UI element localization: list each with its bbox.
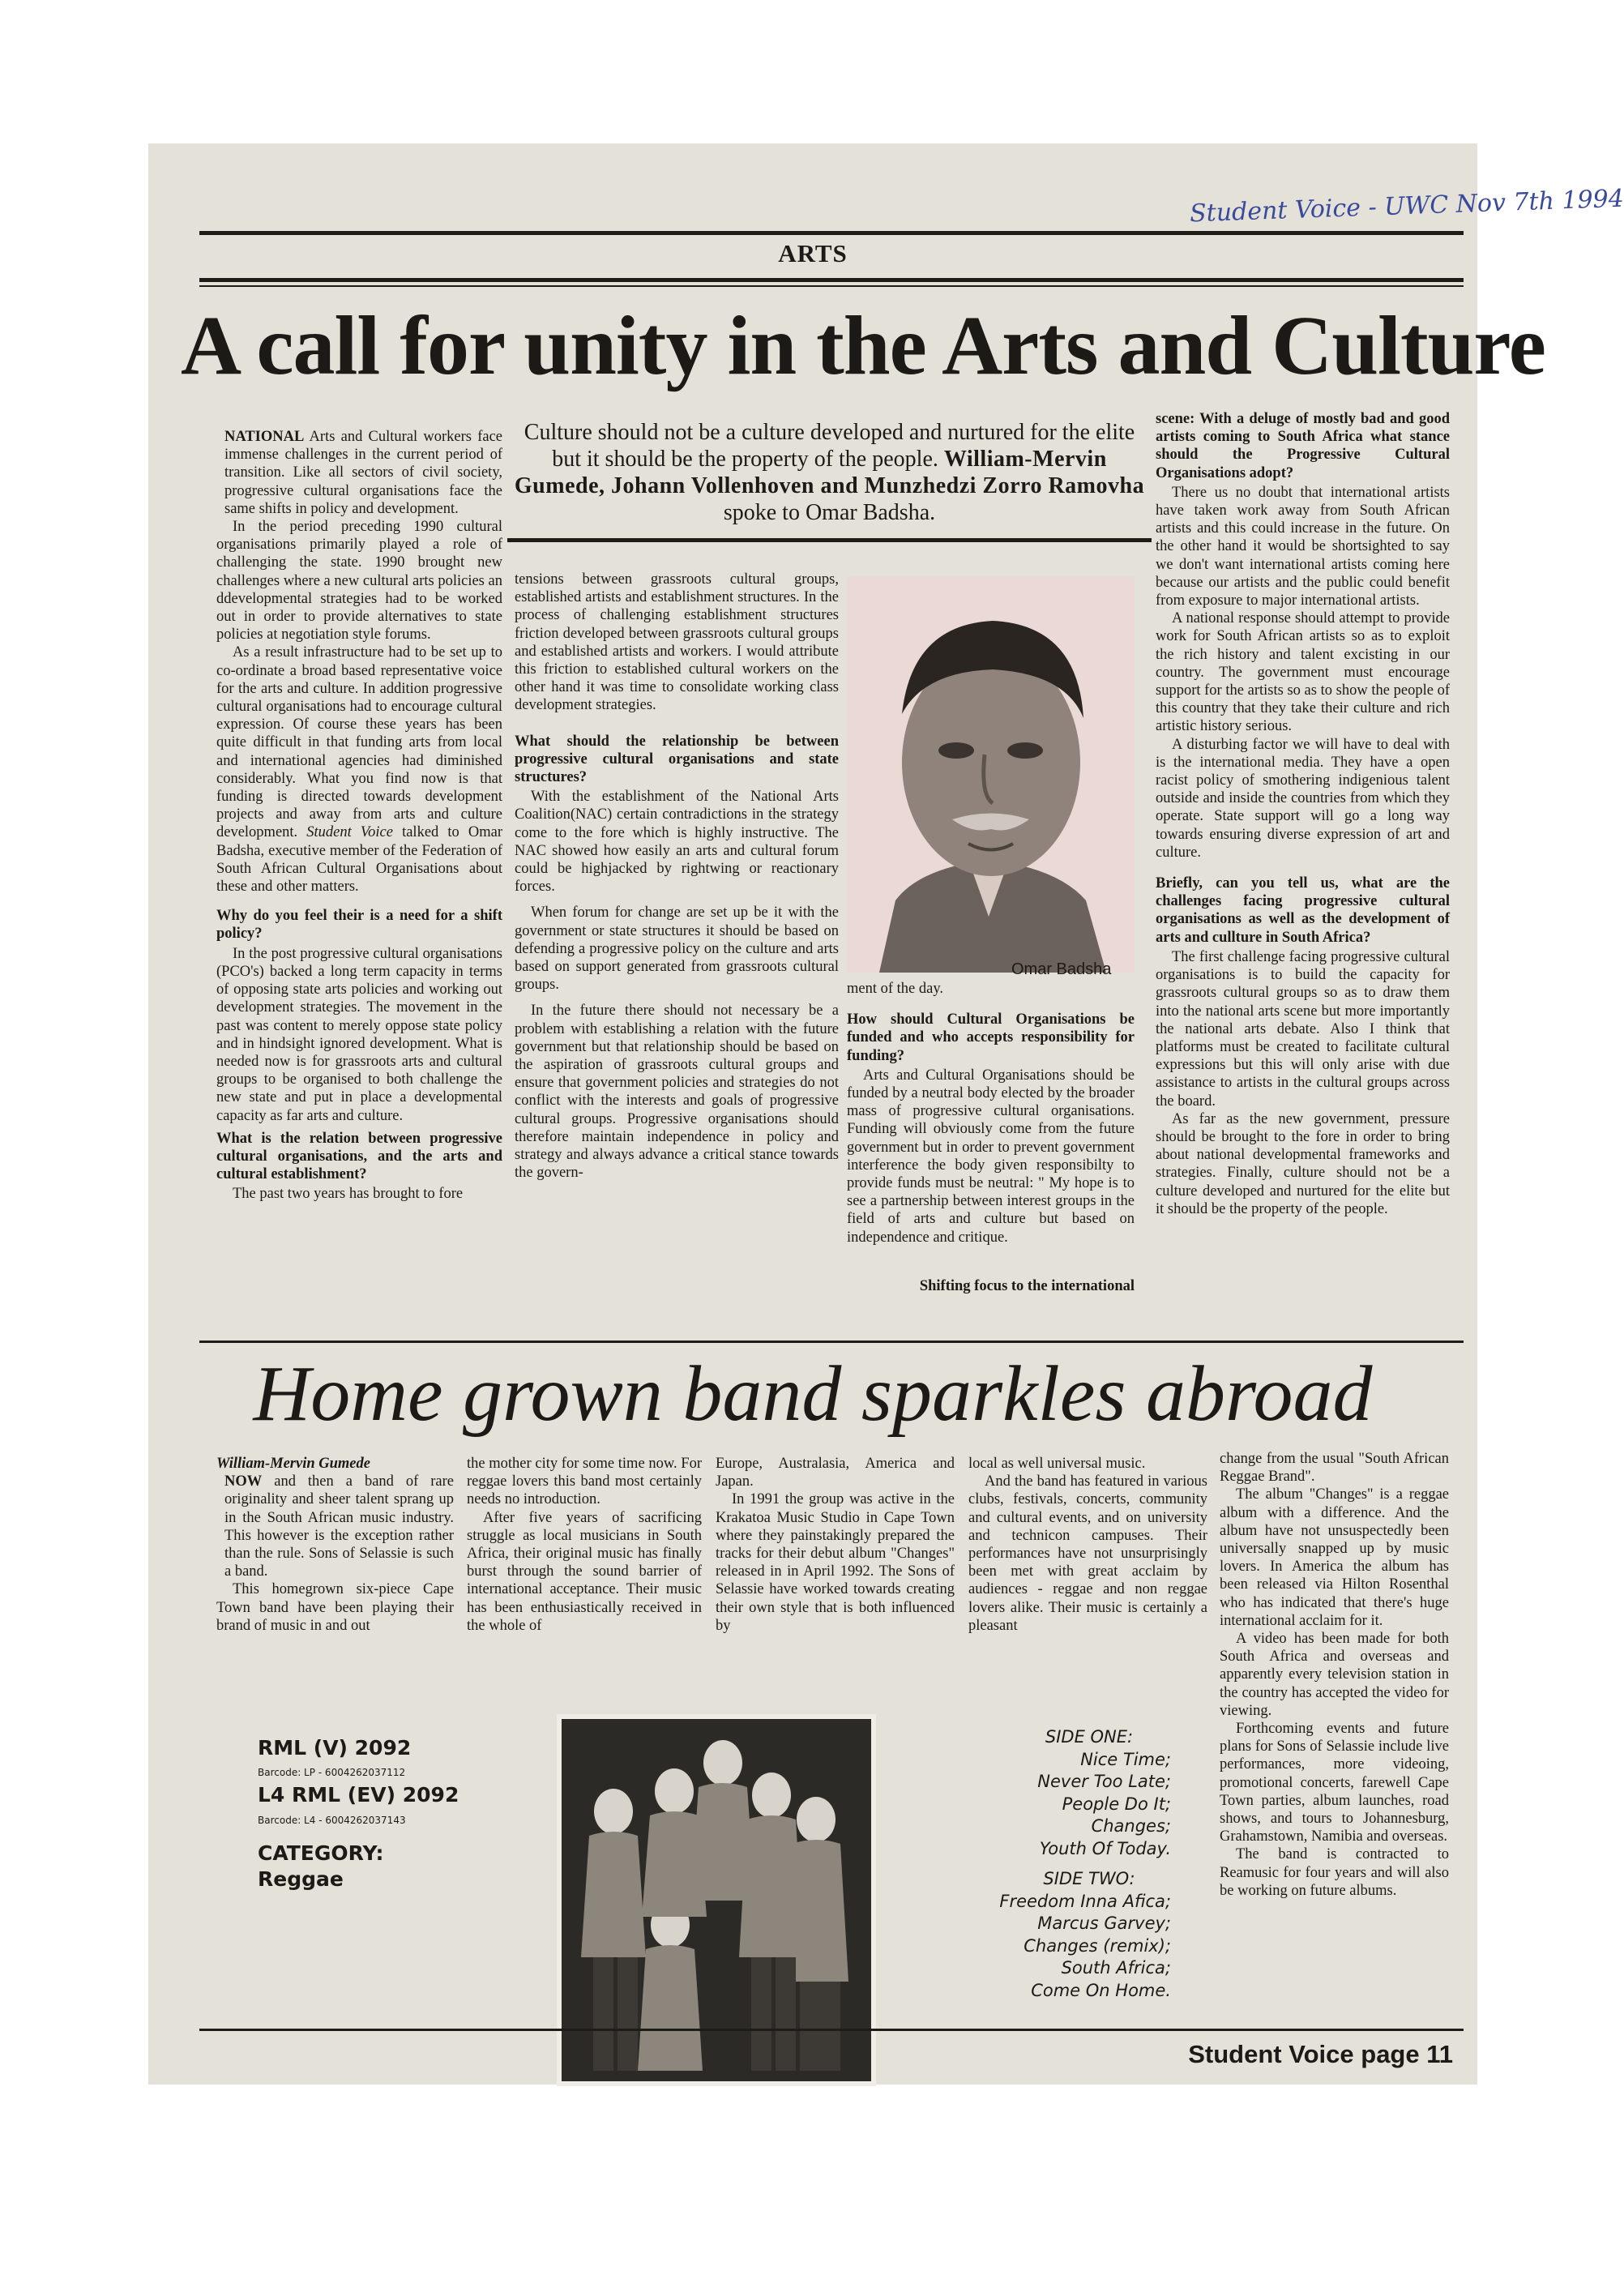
paragraph: And the band has featured in various clubs, festivals, concerts, community and cultural events, and on university and technicon campuses. Their performances have not unsurprisingly been met with great acclaim by audiences - reggae and non reggae lovers alike. Their music is certainly a pleasant [968, 1473, 1207, 1634]
paragraph: The band is contracted to Reamusic for four years and will also be working on future albums. [1220, 1846, 1449, 1899]
track-item: People Do It; [1062, 1794, 1171, 1814]
section-label: ARTS [778, 239, 848, 267]
footer-rule [199, 2029, 1464, 2031]
paragraph: Forthcoming events and future plans for Sons of Selassie include live performances, more videoing, promotional concerts, farewell Cape Town parties, album launches, road shows, and tours to Johannesburg, Grahamstown, Namibia and overseas. [1220, 1721, 1449, 1845]
publication-name: Student Voice [306, 824, 393, 841]
interview-question: What should the relationship be between progressive cultural organisations and state structures? [515, 733, 839, 786]
paragraph: The first challenge facing progressive cultural organisations is to build the capacity for grassroots cultural groups so as to draw them into the national arts scene but more importantly the national arts debate. Also I think that platforms must be created to facilitate cultural expressions but this will only arise with due assistance to artists in the cultural groups across the board. [1156, 948, 1450, 1110]
paragraph: ment of the day. [847, 981, 944, 997]
paragraph: tensions between grassroots cultural groups, established artists and establishment structures. In the process of challenging establishment structures friction developed between grassroots cultural groups and established artists and workers. I would attribute this friction to established cultural workers on the other hand it was time to consolidate working class development strategies. [515, 571, 839, 714]
paragraph: As a result infrastructure had to be set up to co-ordinate a broad based representative voice for the arts and culture. In addition progressive cultural organisations had to encourage cultural expression. Of course these years has been quite difficult in that funding arts from local and international agencies had diminished considerably. What you find now is that funding is directed towards development projects and away from arts and culture development. Student Voice talked to Omar Badsha, executive member of the Federation of South African Cultural Organisations about these and other matters. [216, 644, 503, 896]
top-rule [199, 231, 1464, 235]
track-item: Marcus Garvey; [1037, 1914, 1171, 1933]
paragraph: When forum for change are set up be it with the government or state structures it should be based on defending a progressive policy on the culture and arts based on support generated from grassroots cultural groups. [515, 904, 839, 994]
interview-question: scene: With a deluge of mostly bad and good artists coming to South Africa what stance should the Progressive Cultural Organisations adopt? [1156, 411, 1450, 481]
article2-column-5 [1220, 1450, 1449, 1900]
paragraph: As far as the new government, pressure should be brought to the fore in order to bring about national developmental frameworks and strategies. Finally, culture should not be a culture developed and nurtured for the elite but it should be the property of the people. [1156, 1110, 1450, 1217]
barcode: Barcode: L4 - 6004262037143 [258, 1815, 406, 1826]
page-footer: Student Voice page 11 [1188, 2040, 1453, 2068]
interview-question: Briefly, can you tell us, what are the challenges facing progressive cultural organisations as well as the development of arts and cullture in South Africa? [1156, 875, 1450, 946]
paragraph: Arts and Cultural workers face immense challenges in the current period of transition. Like all sectors of civil society, progressive cultural organisations face the same shifts in policy and development. [224, 429, 502, 517]
article2-column-2 [467, 1455, 702, 1635]
byline: William-Mervin Gumede [216, 1456, 370, 1472]
track-item: Never Too Late; [1037, 1772, 1171, 1791]
section-rule-thin [199, 285, 1464, 287]
section-rule [199, 278, 1464, 282]
track-item: Come On Home. [1031, 1980, 1171, 2000]
handwritten-note: Student Voice - UWC Nov 7th 1994 [1189, 184, 1624, 229]
paragraph: change from the usual "South African Reggae Brand". [1220, 1451, 1449, 1486]
interview-question: How should Cultural Organisations be funded and who accepts responsibility for funding? [847, 1011, 1135, 1064]
interview-question: Why do you feel their is a need for a shift policy? [216, 908, 502, 943]
paragraph: After five years of sacrificing struggle as local musicians in South Africa, their original music has finally burst through the sound barrier of international acceptance. Their music has been enthusiastically received in the whole of [467, 1509, 702, 1634]
paragraph: Arts and Cultural Organisations should be funded by a neutral body elected by the broader mass of progressive cultural organisations. Funding will obviously come from the future government but in order to prevent government interference the body given responsibilty to provide funds must be neutral: " My hope is to see a partnership between interest groups in the field of arts and culture but based on independence and critique. [847, 1067, 1135, 1246]
paragraph: and then a band of rare originality and sheer talent sprang up in the South African music industry. This however is the exception rather than the rule. Sons of Selassie is such a band. [224, 1473, 455, 1580]
side-two-label: SIDE TWO: [1043, 1869, 1135, 1888]
catalog-number: L4 RML (EV) 2092 [258, 1783, 459, 1807]
paragraph: the mother city for some time now. For reggae lovers this band most certainly needs no introduction. [467, 1456, 702, 1508]
track-item: Freedom Inna Afica; [999, 1891, 1171, 1911]
article2-column-3 [716, 1455, 955, 1635]
paragraph: This homegrown six-piece Cape Town band have been playing their brand of music in and out [216, 1581, 454, 1634]
track-item: Nice Time; [1080, 1749, 1171, 1769]
article2-column-1 [216, 1455, 454, 1635]
standfirst-names: William-Mervin Gumede, Johann Vollenhoven and Munzhedzi Zorro Ramovha [514, 447, 1145, 498]
interview-question: Shifting focus to the international [919, 1277, 1135, 1294]
paragraph: A disturbing factor we will have to deal with is the international media. They have a open racist policy of smothering indigenious talent outside and inside the countries from which they operate. State support will go a long way towards ensuring diverse expression of art and culture. [1156, 736, 1450, 861]
standfirst-rule [507, 538, 1152, 542]
lead-word: NATIONAL [224, 429, 305, 445]
paragraph: In the future there should not necessary be a problem with establishing a relation with the future government but that relationship should be based on the aspiration of grassroots cultural groups and ensure that government policies and strategies do not conflict with the interests and goals of progressive cultural groups. Progressive organisations should therefore maintain independence in policy and strategy and always advance a critical stance towards the govern- [515, 1003, 839, 1182]
article-column-4 [1156, 410, 1450, 1218]
article-headline: Home grown band sparkles abroad [253, 1350, 1373, 1438]
paragraph: The album "Changes" is a reggae album with a difference. And the album have not unsuspectedly been universally snapped up by music lovers. In America the album has been released via Hilton Rosenthal who has indicated that there's huge international acclaim for it. [1220, 1486, 1449, 1629]
paragraph: In 1991 the group was active in the Krakatoa Music Studio in Cape Town where they painstakingly prepared the tracks for their debut album "Changes" released in in April 1992. The Sons of Selassie have worked towards creating their own style that is both influenced by [716, 1491, 955, 1634]
photo-caption: Omar Badsha [1011, 960, 1112, 978]
article-column-2 [515, 571, 839, 1182]
track-item: Youth Of Today. [1039, 1838, 1171, 1858]
track-listing [959, 1726, 1171, 2002]
side-one-label: SIDE ONE: [1045, 1727, 1134, 1747]
track-item: Changes; [1091, 1816, 1171, 1836]
article-column-1 [216, 428, 502, 1204]
standfirst-text: Culture should not be a culture developed and nurtured for the elite but it should be the property of the people. [524, 420, 1135, 472]
barcode: Barcode: LP - 6004262037112 [258, 1767, 406, 1778]
paragraph: There us no doubt that international artists have taken work away from South African artists and this could increase in the future. On the other hand it would be shortsighted to say we don't want international artists coming here because our artists and the public could benefit from exposure to major international artists. [1156, 484, 1450, 609]
paragraph: In the post progressive cultural organisations (PCO's) backed a long term capacity in terms of opposing state arts policies and working out development strategies. The movement in the past was content to merely oppose state policy and in hindsight ignored development. What is needed now is for grassroots arts and cultural groups to be organised to both challenge the new state and put in place a developmental capacity as far arts and culture. [216, 945, 502, 1124]
lead-word: NOW [224, 1473, 263, 1490]
paragraph: In the period preceding 1990 cultural organisations primarily played a role of challenging the state. 1990 brought new challenges where a new cultural arts policies an ddevelopmental strategies had to be worked out in order to provide alternatives to state policies at negotiation style forums. [216, 519, 502, 644]
paragraph: With the establishment of the National Arts Coalition(NAC) certain contradictions in the strategy come to the fore which is highly instructive. The NAC showed how easily an arts and cultural forum could be highjacked by rightwing or reactionary forces. [515, 789, 839, 896]
portrait-figure [847, 576, 1135, 973]
portrait-photo [847, 576, 1135, 973]
article-divider [199, 1341, 1464, 1343]
track-item: South Africa; [1061, 1958, 1171, 1978]
standfirst-tail: spoke to Omar Badsha. [723, 500, 936, 525]
article2-column-4 [968, 1455, 1207, 1635]
paragraph: local as well universal music. [968, 1456, 1146, 1472]
paragraph: Europe, Australasia, America and Japan. [716, 1456, 955, 1490]
article-headline: A call for unity in the Arts and Culture [181, 299, 1545, 392]
catalog-number: RML (V) 2092 [258, 1736, 412, 1760]
interview-question: What is the relation between progressive cultural organisations, and the arts and cultural establishment? [216, 1130, 502, 1183]
category-label: CATEGORY: [258, 1841, 384, 1865]
newspaper-page [148, 143, 1624, 2085]
article-standfirst [507, 419, 1152, 526]
category-value: Reggae [258, 1867, 344, 1891]
paragraph: A video has been made for both South Africa and overseas and apparently every television station in the country has accepted the video for viewing. [1220, 1631, 1449, 1719]
paragraph: A national response should attempt to provide work for South African artists so as to exploit the rich history and talent excisting in our country. The government must encourage support for the artists so as to show the people of this country that they take their culture and rich artistic history serious. [1156, 610, 1450, 735]
paragraph: The past two years has brought to fore [233, 1186, 464, 1203]
track-item: Changes (remix); [1024, 1935, 1171, 1956]
article-column-3 [847, 980, 1135, 1297]
